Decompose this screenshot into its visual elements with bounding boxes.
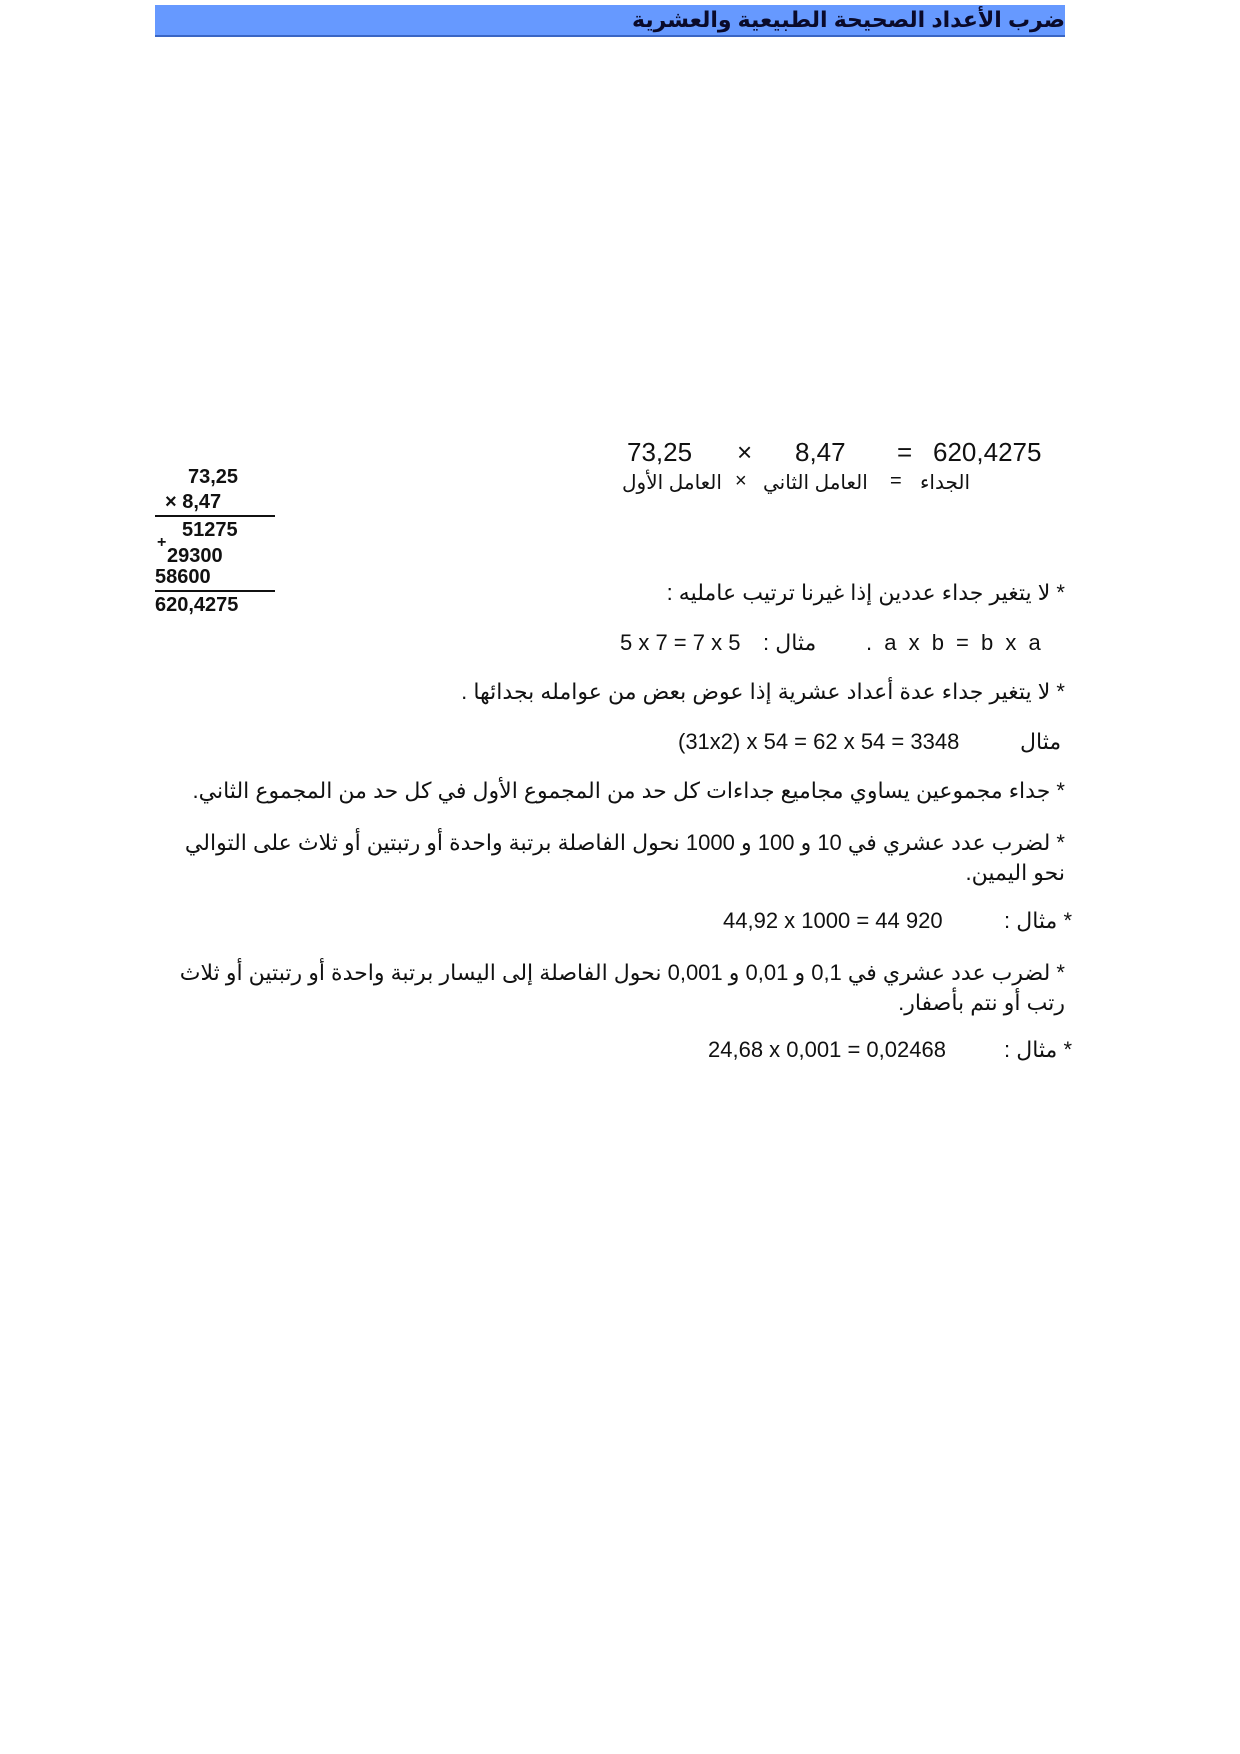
page-header	[155, 5, 1065, 37]
rule-multiply-by-0-1: * لضرب عدد عشري في 0,1 و 0,01 و 0,001 نحول الفاصلة إلى اليسار برتبة واحدة أو رتبتين أو ثلاث رتب أو نتم بأصفار.	[179, 960, 1065, 1015]
equation-result: 620,4275	[933, 437, 1042, 467]
label-first-factor: العامل الأول	[622, 472, 722, 494]
example-1-equation: 5 x 7 = 7 x 5	[620, 630, 741, 655]
example-2-label: مثال	[1020, 729, 1062, 754]
equation-times: ×	[737, 437, 753, 467]
label-times: ×	[735, 470, 747, 492]
example-4-label: * مثال :	[1004, 908, 1073, 933]
equation-equals: =	[897, 437, 913, 467]
example-1-label: مثال :	[763, 630, 817, 655]
calc-multiplicand: 73,25	[188, 466, 239, 488]
rule-associative: * لا يتغير جداء عدة أعداد عشرية إذا عوض بعض من عوامله بجدائها .	[461, 679, 1065, 704]
calc-partial-1: 51275	[182, 519, 238, 541]
example-1-formula: a x b = b x a .	[866, 630, 1041, 655]
rule-multiply-by-10: * لضرب عدد عشري في 10 و 100 و 1000 نحول الفاصلة برتبة واحدة أو رتبتين أو ثلاث على التوالي نحو اليمين.	[184, 830, 1065, 885]
example-5-equation: 24,68 x 0,001 = 0,02468	[708, 1037, 946, 1062]
label-equals: =	[890, 470, 902, 492]
rule-distributive: * جداء مجموعين يساوي مجاميع جداءات كل حد من المجموع الأول في كل حد من المجموع الثاني.	[192, 778, 1065, 803]
calc-line-1	[155, 515, 275, 517]
calc-line-2	[155, 590, 275, 592]
calc-partial-3: 58600	[155, 566, 211, 588]
calc-plus: +	[157, 534, 167, 551]
label-second-factor: العامل الثاني	[763, 472, 868, 494]
equation-a: 73,25	[627, 437, 693, 467]
calc-partial-2: 29300	[167, 545, 223, 567]
example-4-equation: 44,92 x 1000 = 44 920	[723, 908, 943, 933]
label-product: الجداء	[920, 472, 971, 494]
calc-multiplier: × 8,47	[165, 491, 222, 513]
calc-result: 620,4275	[155, 594, 239, 616]
page-title: ضرب الأعداد الصحيحة الطبيعية والعشرية	[631, 7, 1065, 32]
example-5-label: * مثال :	[1004, 1037, 1073, 1062]
rule-commutative: * لا يتغير جداء عددين إذا غيرنا ترتيب عامليه :	[666, 580, 1065, 605]
example-2-equation: (31x2) x 54 = 62 x 54 = 3348	[678, 729, 960, 754]
equation-b: 8,47	[795, 437, 846, 467]
